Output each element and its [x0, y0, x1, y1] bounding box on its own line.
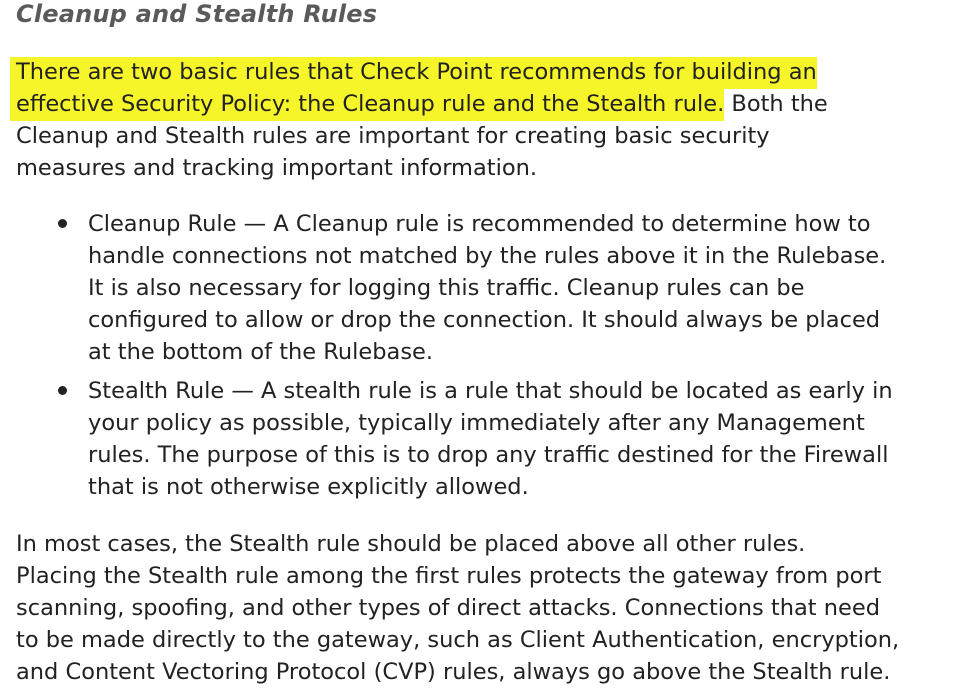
highlighted-text: effective Security Policy: the Cleanup rule and the Stealth rule.	[10, 89, 724, 121]
closing-line: to be made directly to the gateway, such as Client Authentication, encryption,	[16, 627, 900, 653]
section-heading: Cleanup and Stealth Rules	[16, 0, 378, 28]
bullet-line: that is not otherwise explicitly allowed.	[88, 474, 529, 500]
bullet-line: at the bottom of the Rulebase.	[88, 339, 434, 365]
intro-line-3: Cleanup and Stealth rules are important for creating basic security	[16, 123, 770, 149]
bullet-icon	[58, 219, 67, 228]
bullet-icon	[58, 386, 67, 395]
closing-line: scanning, spoofing, and other types of direct attacks. Connections that need	[16, 595, 880, 621]
closing-line: Placing the Stealth rule among the first rules protects the gateway from port	[16, 563, 882, 589]
highlighted-text: There are two basic rules that Check Point recommends for building an	[10, 57, 817, 89]
intro-line-1	[16, 56, 817, 88]
bullet-line: Stealth Rule — A stealth rule is a rule that should be located as early in	[88, 378, 893, 404]
closing-line: In most cases, the Stealth rule should be placed above all other rules.	[16, 531, 806, 557]
bullet-line: your policy as possible, typically immediately after any Management	[88, 410, 865, 436]
bullet-line: handle connections not matched by the rules above it in the Rulebase.	[88, 243, 887, 269]
intro-line-2-tail: Both the	[724, 91, 828, 117]
bullet-line: It is also necessary for logging this traffic. Cleanup rules can be	[88, 275, 805, 301]
bullet-line: Cleanup Rule — A Cleanup rule is recommended to determine how to	[88, 211, 871, 237]
bullet-line: rules. The purpose of this is to drop any traffic destined for the Firewall	[88, 442, 889, 468]
intro-line-4: measures and tracking important information.	[16, 155, 538, 181]
intro-line-2	[16, 88, 828, 120]
bullet-line: configured to allow or drop the connection. It should always be placed	[88, 307, 881, 333]
closing-line: and Content Vectoring Protocol (CVP) rules, always go above the Stealth rule.	[16, 659, 891, 685]
